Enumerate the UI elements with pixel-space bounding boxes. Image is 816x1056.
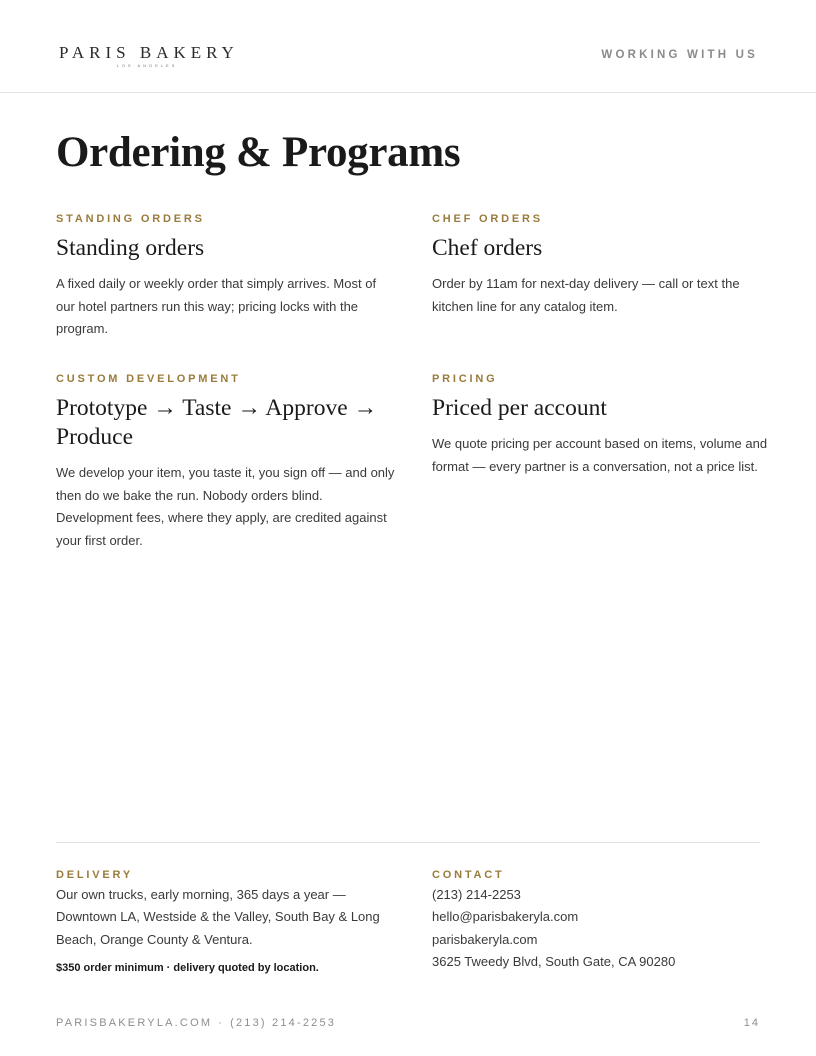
section-eyebrow: STANDING ORDERS [56, 213, 205, 225]
page-number: 14 [743, 1017, 760, 1029]
contact-email[interactable]: hello@parisbakeryla.com [432, 909, 579, 925]
delivery-eyebrow: DELIVERY [56, 869, 134, 881]
contact-phone[interactable]: (213) 214-2253 [432, 887, 521, 902]
section-body: A fixed daily or weekly order that simply arrives. Most of our hotel partners run this way; pricing locks with the program. [56, 276, 377, 336]
section-chef-orders [432, 212, 772, 318]
contact-eyebrow: CONTACT [432, 869, 505, 881]
section-body: We develop your item, you taste it, you sign off — and only then do we bake the run. Nobody orders blind. Development fees, where they apply, are credited against your first order. [56, 465, 395, 548]
section-eyebrow: CHEF ORDERS [432, 213, 543, 225]
contact-block [432, 868, 772, 973]
section-title: Chef orders [432, 235, 543, 261]
section-pricing [432, 372, 772, 478]
footer-website[interactable]: PARISBAKERYLA.COM [56, 1017, 213, 1029]
section-eyebrow: PRICING [432, 373, 498, 385]
section-standing-orders [56, 212, 396, 341]
delivery-block [56, 868, 396, 975]
section-title: Priced per account [432, 395, 607, 421]
contact-list [432, 884, 772, 973]
footer-contact-line [56, 1017, 336, 1029]
header-section-label: WORKING WITH US [601, 49, 758, 61]
contact-address: 3625 Tweedy Blvd, South Gate, CA 90280 [432, 953, 676, 969]
section-eyebrow: CUSTOM DEVELOPMENT [56, 373, 241, 385]
footer-divider [56, 842, 760, 843]
section-title: Standing orders [56, 235, 205, 261]
brand-subtitle: LOS ANGELES [116, 63, 178, 68]
contact-website[interactable]: parisbakeryla.com [432, 931, 538, 947]
section-body: We quote pricing per account based on items, volume and format — every partner is a conversation, not a price list. [432, 436, 768, 474]
footer-separator: · [218, 1017, 225, 1029]
section-body: Order by 11am for next-day delivery — call or text the kitchen line for any catalog item. [432, 276, 740, 314]
brand-name: PARIS BAKERY [59, 43, 239, 62]
section-title: Prototype → Taste → Approve → Produce [56, 395, 378, 450]
section-custom-development [56, 372, 401, 552]
page-header [0, 0, 816, 93]
page-title: Ordering & Programs [56, 129, 461, 176]
delivery-note: $350 order minimum · delivery quoted by location. [56, 961, 319, 974]
brand-logo [59, 43, 239, 69]
footer-phone[interactable]: (213) 214-2253 [230, 1017, 337, 1029]
delivery-body: Our own trucks, early morning, 365 days a year — Downtown LA, Westside & the Valley, South Bay & Long Beach, Orange County & Ventura. [56, 887, 380, 947]
